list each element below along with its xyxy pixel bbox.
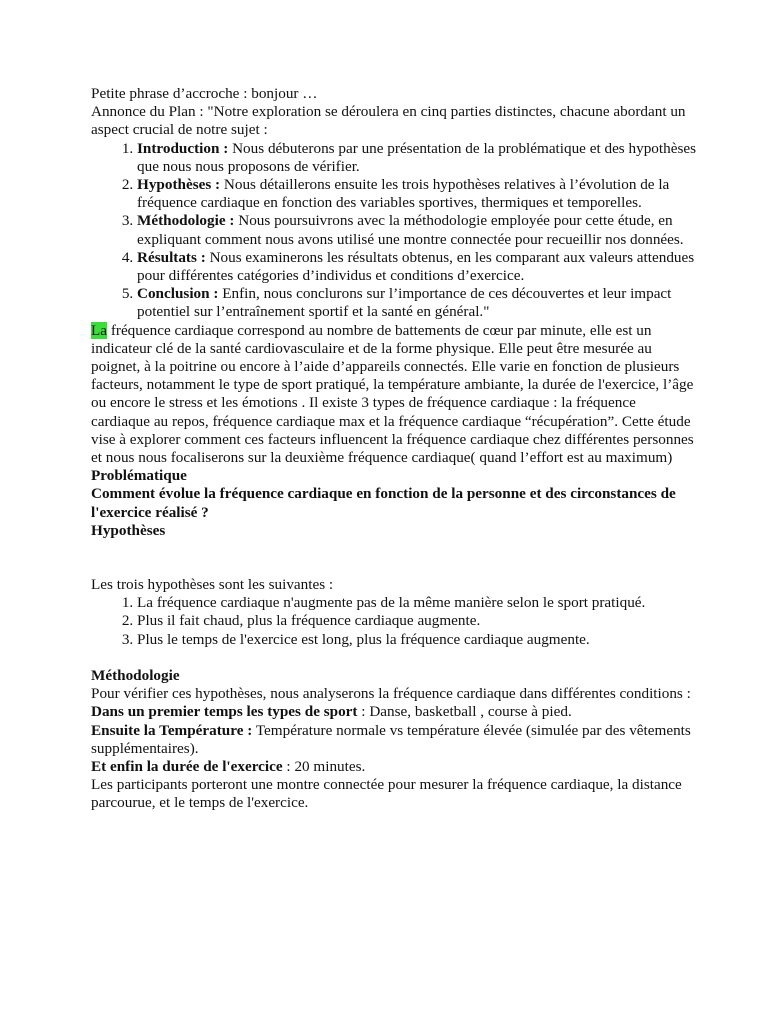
hypotheses-list bbox=[91, 594, 698, 649]
highlighted-word: La bbox=[91, 321, 108, 339]
problematique-heading: Problématique bbox=[91, 467, 187, 485]
hypothesis-item: 3. Plus le temps de l'exercice est long, plus la fréquence cardiaque augmente. bbox=[137, 631, 698, 649]
hypotheses-heading: Hypothèses bbox=[91, 521, 166, 539]
plan-item-introduction bbox=[137, 140, 698, 176]
methodologie-duree: Et enfin la durée de l'exercice : 20 minutes. bbox=[91, 757, 366, 775]
hook-line: Petite phrase d’accroche : bonjour … bbox=[91, 85, 318, 102]
definition-text: fréquence cardiaque correspond au nombre de battements de cœur par minute, elle est un indicateur clé de la santé cardiovasculaire et de la forme physique. Elle peut être mesurée au poignet, à la poitrine ou encore à l’aide d’appareils connectés. Elle varie en fonction de plusieurs facteurs, notamment le type de sport pratiqué, la température ambiante, la durée de l'exercice, l’âge ou encore le stress et les émotions . Il existe 3 types de fréquence cardiaque : la fréquence cardiaque au repos, fréquence cardiaque max et la fréquence cardiaque “récupération”. Cette étude vise à explorer comment ces facteurs influencent la fréquence cardiaque chez différentes personnes et nous nous focaliserons sur la deuxième fréquence cardiaque( quand l’effort est au maximum) bbox=[91, 321, 694, 467]
methodologie-lead: Pour vérifier ces hypothèses, nous analyserons la fréquence cardiaque dans différentes conditions : bbox=[91, 685, 691, 703]
plan-item-label: Méthodologie : bbox=[137, 212, 235, 230]
plan-item-label: Introduction : bbox=[137, 139, 229, 157]
hypothesis-item: 2. Plus il fait chaud, plus la fréquence cardiaque augmente. bbox=[137, 612, 698, 630]
plan-item-text: Nous examinerons les résultats obtenus, en les comparant aux valeurs attendues pour différentes catégories d’individus et conditions d’exercice. bbox=[137, 248, 695, 285]
hypothesis-item: 1. La fréquence cardiaque n'augmente pas de la même manière selon le sport pratiqué. bbox=[137, 594, 698, 612]
plan-item-text: Nous détaillerons ensuite les trois hypothèses relatives à l’évolution de la fréquence cardiaque en fonction des variables sportives, thermiques et temporelles. bbox=[137, 176, 670, 212]
plan-item-resultats bbox=[137, 249, 698, 285]
methodologie-heading: Méthodologie bbox=[91, 666, 180, 684]
methodologie-closing: Les participants porteront une montre connectée pour mesurer la fréquence cardiaque, la distance parcourue, et le temps de l'exercice. bbox=[91, 776, 682, 812]
plan-list bbox=[91, 140, 698, 322]
plan-announcement: Annonce du Plan : "Notre exploration se déroulera en cinq parties distinctes, chacune abordant un aspect crucial de notre sujet : bbox=[91, 103, 686, 139]
methodologie-temperature: Ensuite la Température : Température normale vs température élevée (simulée par des vêtements supplémentaires). bbox=[91, 721, 691, 757]
hypotheses-lead: Les trois hypothèses sont les suivantes : bbox=[91, 576, 334, 594]
plan-item-label: Conclusion : bbox=[137, 285, 219, 303]
plan-item-methodologie bbox=[137, 212, 698, 248]
spacer bbox=[91, 649, 698, 667]
plan-item-text: Nous débuterons par une présentation de la problématique et des hypothèses que nous nous proposons de vérifier. bbox=[137, 139, 697, 175]
plan-item-hypotheses bbox=[137, 176, 698, 212]
plan-item-text: Enfin, nous conclurons sur l’importance de ces découvertes et leur impact potentiel sur l’entraînement sportif et la santé en général." bbox=[137, 285, 672, 321]
plan-item-label: Résultats : bbox=[137, 248, 206, 266]
plan-item-text: Nous poursuivrons avec la méthodologie employée pour cette étude, en expliquant comment nous avons utilisé une montre connectée pour recueillir nos données. bbox=[137, 212, 684, 248]
methodologie-sport: Dans un premier temps les types de sport : Danse, basketball , course à pied. bbox=[91, 703, 572, 721]
spacer bbox=[91, 540, 698, 576]
plan-item-label: Hypothèses : bbox=[137, 176, 221, 194]
definition-paragraph bbox=[91, 322, 698, 468]
plan-item-conclusion bbox=[137, 285, 698, 321]
problematique-question: Comment évolue la fréquence cardiaque en fonction de la personne et des circonstances de l'exercice réalisé ? bbox=[91, 485, 676, 521]
